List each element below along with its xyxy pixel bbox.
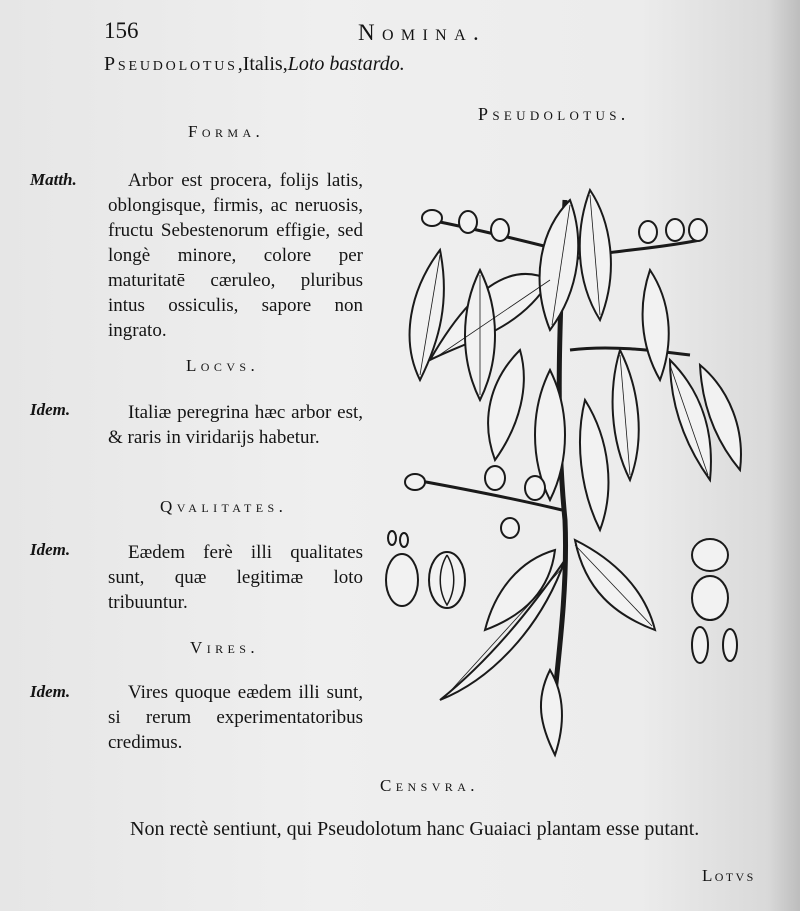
- section-text-vires: Vires quoque eædem illi sunt, si rerum experimentatoribus credimus.: [108, 682, 363, 753]
- page-number: 156: [104, 18, 139, 43]
- margin-note-locus: Idem.: [30, 400, 71, 419]
- plant-name: Pseudolotus: [104, 53, 238, 75]
- section-heading-qualitates: Qvalitates.: [160, 497, 288, 516]
- running-head: Nomina.: [358, 20, 487, 45]
- censura-text: Non rectè sentiunt, qui Pseudolotum hanc Guaiaci plantam esse putant.: [130, 818, 700, 840]
- section-heading-locus: Locvs.: [186, 356, 260, 375]
- italian-label: ,Italis,: [237, 53, 288, 75]
- margin-note-forma: Matth.: [30, 170, 77, 189]
- section-text-locus: Italiæ peregrina hæc arbor est, & raris in viridarijs habetur.: [108, 402, 363, 448]
- section-heading-forma: Forma.: [188, 122, 265, 141]
- margin-note-qualitates: Idem.: [30, 540, 71, 559]
- section-text-forma: Arbor est procera, folijs latis, oblongisque, firmis, ac neruosis, fructu Sebestenorum effigie, sed longè minore, colore per maturitatē cæruleo, pluribus intus ossiculis, sapore non ingrato.: [108, 170, 363, 341]
- catchword: Lotvs: [702, 866, 756, 885]
- title-line: [104, 53, 405, 76]
- plant-woodcut-illustration: [370, 160, 760, 760]
- figure-title: Pseudolotus.: [478, 104, 630, 124]
- section-heading-vires: Vires.: [190, 638, 260, 657]
- margin-note-vires: Idem.: [30, 682, 71, 701]
- section-text-qualitates: Eædem ferè illi qualitates sunt, quæ legitimæ loto tribuuntur.: [108, 542, 363, 613]
- italian-name: Loto bastardo.: [287, 53, 405, 75]
- censura-heading: Censvra.: [380, 776, 479, 795]
